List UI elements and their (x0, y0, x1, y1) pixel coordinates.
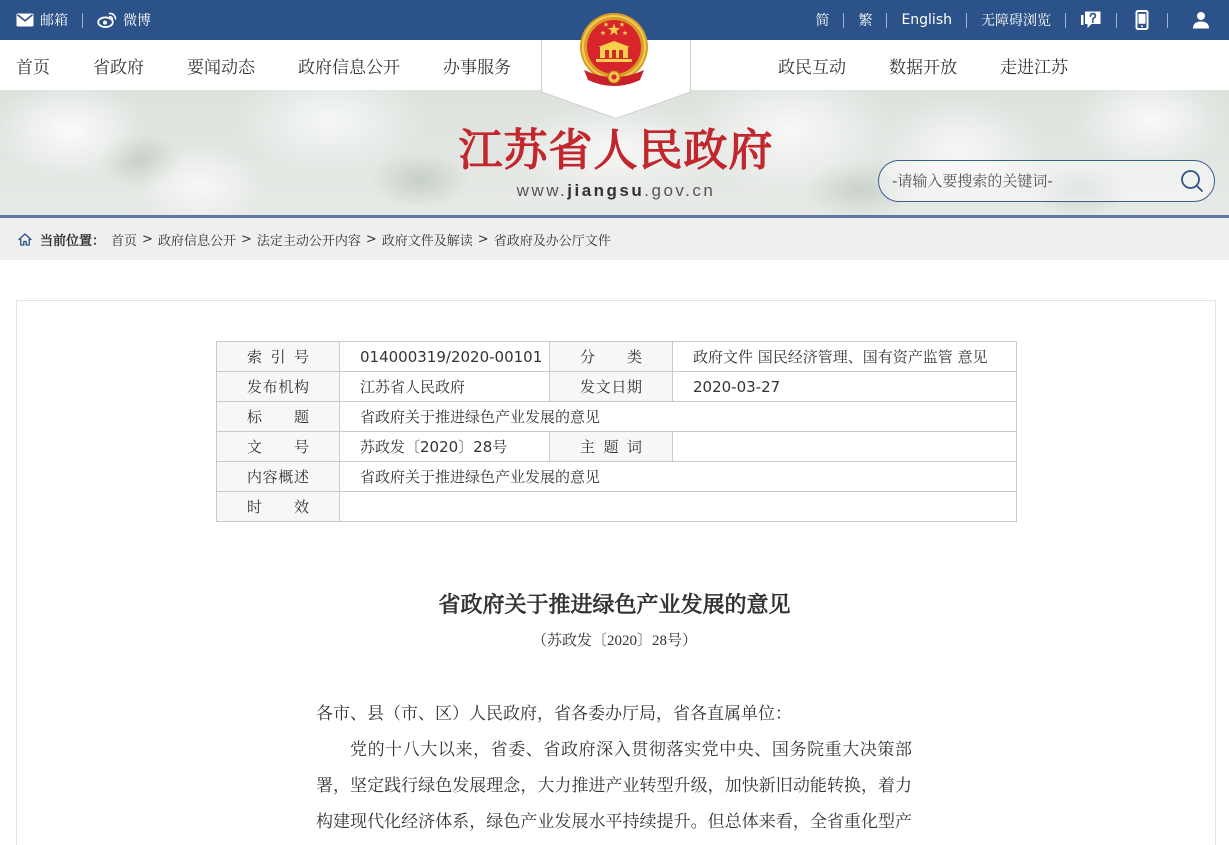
breadcrumb-item-current[interactable]: 省政府及办公厅文件 (493, 233, 611, 249)
traditional-chinese-link[interactable]: 繁 (858, 13, 873, 29)
label-text: 分类 (580, 348, 642, 366)
site-url-suffix: .gov.cn (644, 181, 716, 200)
accessibility-link[interactable]: 无障碍浏览 (981, 13, 1051, 29)
divider (1167, 13, 1168, 28)
weibo-label: 微博 (123, 13, 151, 29)
nav-item-services[interactable]: 办事服务 (443, 57, 511, 78)
label-text: 发文日期 (580, 378, 642, 396)
document-body (316, 696, 912, 840)
issue-date-label (550, 372, 673, 402)
label-text: 标题 (247, 408, 309, 426)
table-row (217, 342, 1017, 372)
validity-label (217, 492, 340, 522)
document-salutation: 各市、县（市、区）人民政府，省各委办厅局，省各直属单位： (316, 704, 792, 724)
publisher-value: 江苏省人民政府 (340, 372, 550, 402)
document-number: （苏政发〔2020〕28号） (531, 633, 697, 649)
main-nav-left (16, 40, 511, 90)
document-number-value: 苏政发〔2020〕28号 (340, 432, 550, 462)
category-label (550, 342, 673, 372)
label-text: 时效 (247, 498, 309, 516)
main-nav-right (778, 40, 1068, 90)
mailbox-label: 邮箱 (40, 13, 68, 29)
search-button[interactable] (1172, 161, 1212, 201)
weibo-icon (97, 12, 117, 28)
mailbox-link[interactable] (16, 10, 68, 30)
document-title: 省政府关于推进绿色产业发展的意见 (438, 592, 791, 617)
user-icon (1192, 11, 1210, 29)
breadcrumb-item-information-disclosure[interactable]: 政府信息公开 (157, 233, 236, 249)
national-emblem[interactable] (578, 10, 650, 92)
label-text: 主题词 (580, 438, 642, 456)
publisher-label (217, 372, 340, 402)
title-value: 省政府关于推进绿色产业发展的意见 (340, 402, 1017, 432)
label-text: 索引号 (247, 348, 309, 366)
keywords-label (550, 432, 673, 462)
title-label (217, 402, 340, 432)
english-link[interactable]: English (901, 12, 952, 28)
nav-item-news[interactable]: 要闻动态 (187, 57, 255, 78)
keywords-value (673, 432, 1017, 462)
category-value: 政府文件 国民经济管理、国有资产监管 意见 (673, 342, 1017, 372)
top-right-links (815, 0, 1210, 40)
breadcrumb-separator: > (365, 231, 377, 247)
table-row (217, 402, 1017, 432)
divider (1065, 13, 1066, 28)
nav-item-provincial-government[interactable]: 省政府 (93, 57, 144, 78)
breadcrumb-separator: > (477, 231, 489, 247)
site-url-domain: jiangsu (567, 181, 645, 200)
site-url (440, 181, 792, 201)
search-box (878, 160, 1215, 202)
nav-item-information-disclosure[interactable]: 政府信息公开 (298, 57, 400, 78)
table-row (217, 432, 1017, 462)
issue-date-value: 2020-03-27 (673, 372, 1017, 402)
mail-icon (16, 13, 34, 27)
divider (1116, 13, 1117, 28)
table-row (217, 462, 1017, 492)
table-row (217, 492, 1017, 522)
user-login-button[interactable] (1192, 11, 1210, 29)
top-left-links (16, 0, 151, 40)
breadcrumb-item-statutory-disclosure[interactable]: 法定主动公开内容 (256, 233, 361, 249)
site-url-prefix: www. (516, 181, 568, 200)
validity-value (340, 492, 1017, 522)
breadcrumb (0, 218, 1229, 260)
divider (886, 13, 887, 28)
table-row (217, 372, 1017, 402)
label-text: 内容概述 (247, 468, 309, 486)
mobile-icon (1135, 10, 1149, 30)
mobile-version-button[interactable] (1131, 10, 1153, 30)
help-icon (1080, 10, 1102, 30)
divider (966, 13, 967, 28)
divider (843, 13, 844, 28)
nav-item-home[interactable]: 首页 (16, 57, 50, 78)
breadcrumb-separator: > (240, 231, 252, 247)
search-icon (1180, 169, 1204, 193)
index-number-value: 014000319/2020-00101 (340, 342, 550, 372)
breadcrumb-item-home[interactable]: 首页 (111, 233, 138, 249)
label-text: 文号 (247, 438, 309, 456)
home-icon (18, 233, 32, 246)
breadcrumb-item-government-documents[interactable]: 政府文件及解读 (381, 233, 473, 249)
paragraph-line: 署，坚定践行绿色发展理念，大力推进产业转型升级，加快新旧动能转换，着力 (316, 776, 912, 796)
index-number-label (217, 342, 340, 372)
nav-item-interaction[interactable]: 政民互动 (778, 57, 846, 78)
search-input[interactable] (879, 162, 1172, 200)
summary-label (217, 462, 340, 492)
summary-value: 省政府关于推进绿色产业发展的意见 (340, 462, 1017, 492)
simplified-chinese-link[interactable]: 简 (815, 13, 830, 29)
site-title: 江苏省人民政府 (458, 126, 774, 175)
breadcrumb-separator: > (142, 231, 153, 247)
document-info-table (216, 341, 1017, 522)
label-text: 发布机构 (247, 378, 309, 396)
paragraph-line: 党的十八大以来，省委、省政府深入贯彻落实党中央、国务院重大决策部 (350, 740, 912, 760)
weibo-link[interactable] (97, 10, 151, 30)
breadcrumb-label: 当前位置： (40, 233, 106, 249)
paragraph-line: 构建现代化经济体系，绿色产业发展水平持续提升。但总体来看，全省重化型产 (316, 812, 912, 832)
document-number-label (217, 432, 340, 462)
nav-item-open-data[interactable]: 数据开放 (889, 57, 957, 78)
nav-item-about-jiangsu[interactable]: 走进江苏 (1000, 57, 1068, 78)
help-button[interactable] (1080, 10, 1102, 30)
divider (82, 13, 83, 28)
